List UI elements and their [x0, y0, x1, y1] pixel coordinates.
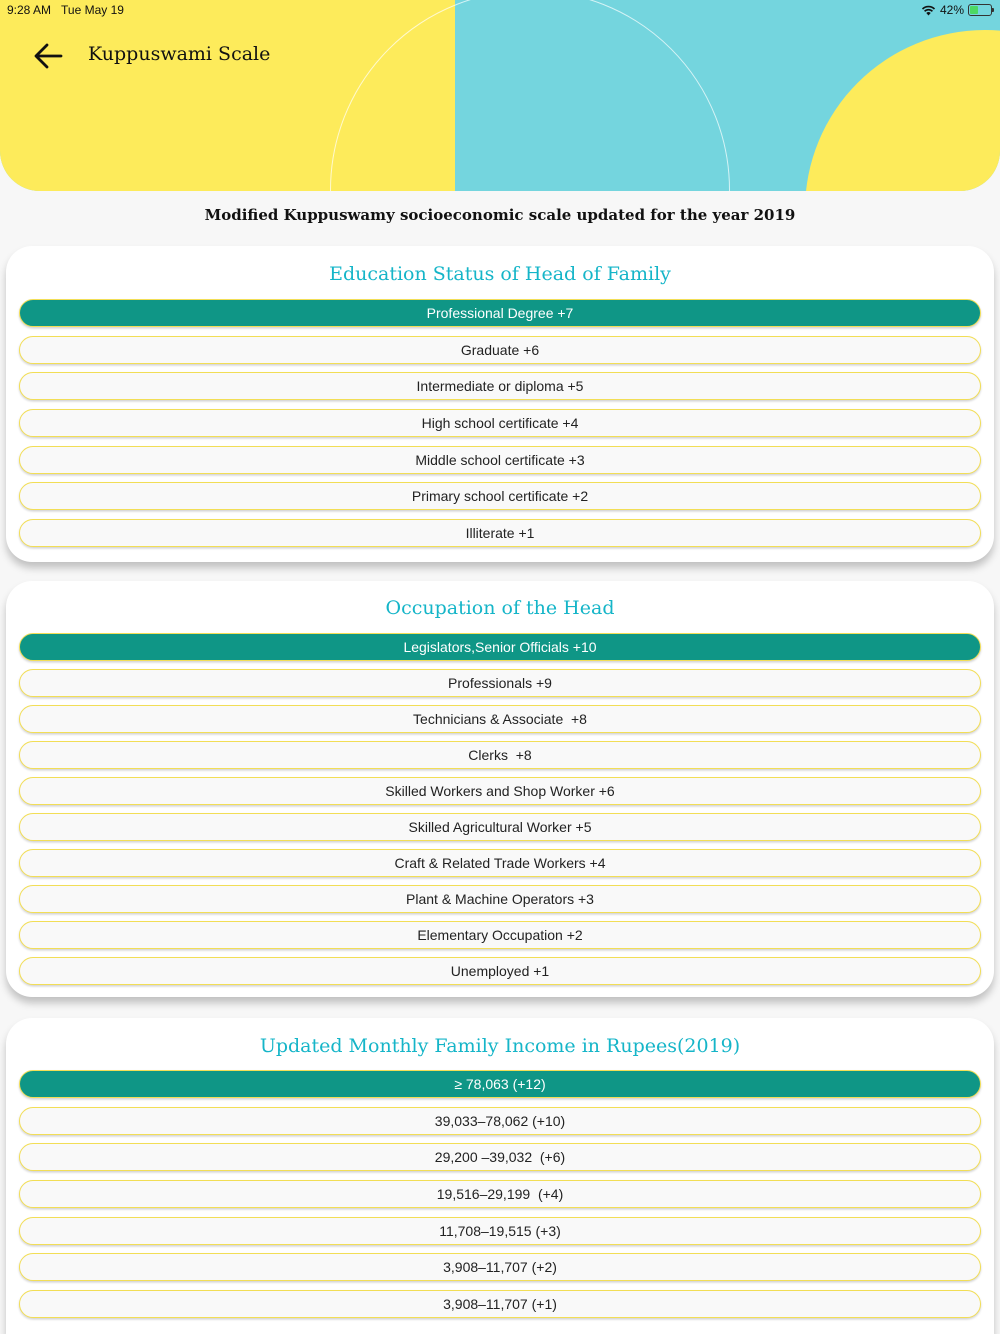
wifi-icon — [921, 5, 936, 16]
battery-percent: 42% — [939, 3, 964, 17]
education-card-title: Education Status of Head of Family — [329, 263, 671, 285]
education-option[interactable]: Middle school certificate +3 — [19, 446, 981, 474]
header-banner — [0, 0, 1000, 191]
education-option[interactable]: Primary school certificate +2 — [19, 482, 981, 510]
education-option[interactable]: Illiterate +1 — [19, 519, 981, 547]
occupation-option[interactable]: Plant & Machine Operators +3 — [19, 885, 981, 913]
occupation-option[interactable]: Legislators,Senior Officials +10 — [19, 633, 981, 661]
status-indicators — [921, 3, 992, 17]
education-option[interactable]: Graduate +6 — [19, 336, 981, 364]
occupation-option[interactable]: Craft & Related Trade Workers +4 — [19, 849, 981, 877]
occupation-option[interactable]: Skilled Workers and Shop Worker +6 — [19, 777, 981, 805]
page-subtitle: Modified Kuppuswamy socioeconomic scale updated for the year 2019 — [204, 206, 796, 224]
header-yellow-shape-right — [805, 30, 1000, 191]
income-option[interactable]: ≥ 78,063 (+12) — [19, 1070, 981, 1098]
income-card — [6, 1018, 994, 1334]
occupation-card — [6, 581, 994, 997]
education-card — [6, 246, 994, 562]
occupation-option[interactable]: Elementary Occupation +2 — [19, 921, 981, 949]
education-option[interactable]: Intermediate or diploma +5 — [19, 372, 981, 400]
income-option[interactable]: 19,516–29,199 (+4) — [19, 1180, 981, 1208]
status-bar — [0, 0, 1000, 22]
status-time: 9:28 AM Tue May 19 — [7, 3, 124, 17]
occupation-option[interactable]: Professionals +9 — [19, 669, 981, 697]
occupation-option[interactable]: Skilled Agricultural Worker +5 — [19, 813, 981, 841]
income-option[interactable]: 39,033–78,062 (+10) — [19, 1107, 981, 1135]
page-title: Kuppuswami Scale — [88, 43, 271, 65]
income-card-title: Updated Monthly Family Income in Rupees(2019) — [259, 1035, 741, 1057]
occupation-card-title: Occupation of the Head — [385, 597, 615, 619]
back-button[interactable] — [28, 36, 68, 76]
education-option[interactable]: Professional Degree +7 — [19, 299, 981, 327]
occupation-option[interactable]: Technicians & Associate +8 — [19, 705, 981, 733]
income-option[interactable]: 11,708–19,515 (+3) — [19, 1217, 981, 1245]
income-option[interactable]: 3,908–11,707 (+1) — [19, 1290, 981, 1318]
arrow-left-icon — [33, 43, 63, 69]
battery-icon — [968, 4, 992, 16]
occupation-option[interactable]: Clerks +8 — [19, 741, 981, 769]
occupation-option[interactable]: Unemployed +1 — [19, 957, 981, 985]
education-option[interactable]: High school certificate +4 — [19, 409, 981, 437]
income-option[interactable]: 29,200 –39,032 (+6) — [19, 1143, 981, 1171]
income-option[interactable]: 3,908–11,707 (+2) — [19, 1253, 981, 1281]
